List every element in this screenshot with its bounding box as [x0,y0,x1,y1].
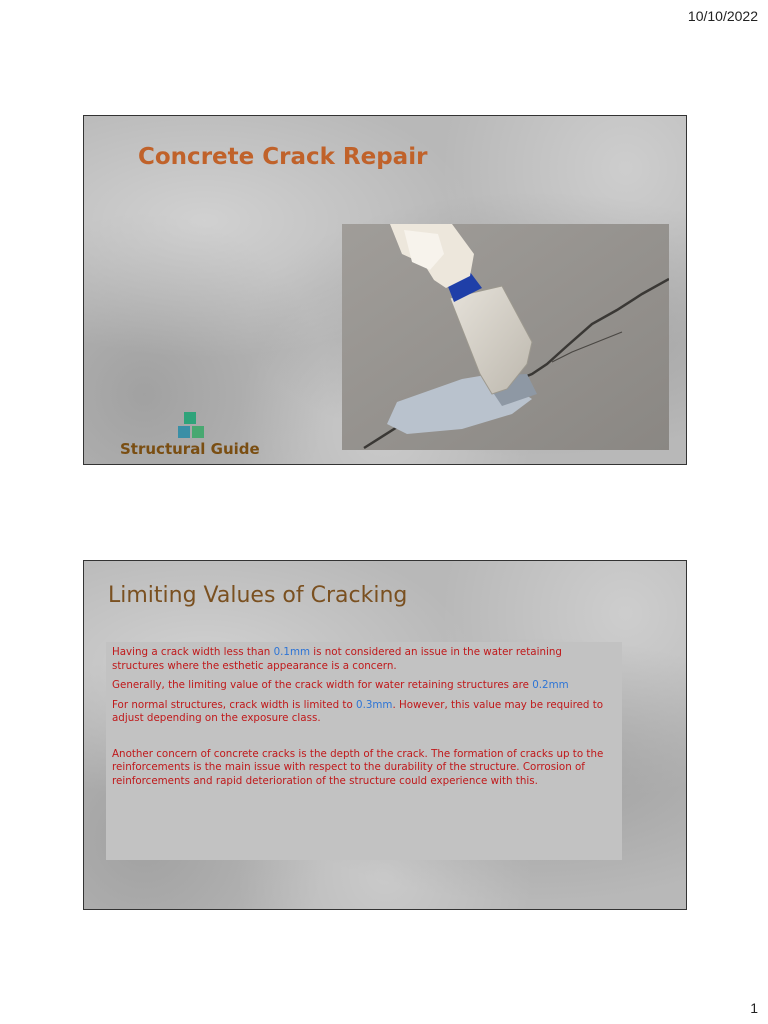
slide-1 [83,115,687,465]
p2-text-a: Generally, the limiting value of the crack width for water retaining structures are [112,679,533,691]
p3-value: 0.3mm [356,698,393,711]
body-text-box [106,642,622,860]
p1-text-b: is not considered an issue in the water retaining structures where the esthetic appearance is a concern. [112,646,562,672]
logo-text: Structural Guide [120,440,260,458]
p3-text-b: . However, this value may be required to adjust depending on the exposure class. [112,698,604,724]
slide-2-title: Limiting Values of Cracking [108,583,408,608]
page-number: 1 [750,1000,758,1016]
print-date: 10/10/2022 [687,8,758,24]
slide-1-title: Concrete Crack Repair [138,144,428,170]
paragraph-3 [112,699,616,726]
p1-value: 0.1mm [273,646,310,658]
paragraph-4: Another concern of concrete cracks is the depth of the crack. The formation of cracks up to the reinforcements is the main issue with respect to the durability of the structure. Corrosion of reinforcements and rapid deterioration of the structure could experience with this. [112,747,604,787]
p1-text-a: Having a crack width less than [112,646,274,658]
logo-squares-icon [176,412,206,440]
crack-repair-photo [342,224,669,450]
p3-text-a: For normal structures, crack width is limited to [112,698,357,711]
paragraph-1 [112,646,616,673]
p2-value: 0.2mm [532,679,569,691]
paragraph-2 [112,679,616,693]
slide-2 [83,560,687,910]
